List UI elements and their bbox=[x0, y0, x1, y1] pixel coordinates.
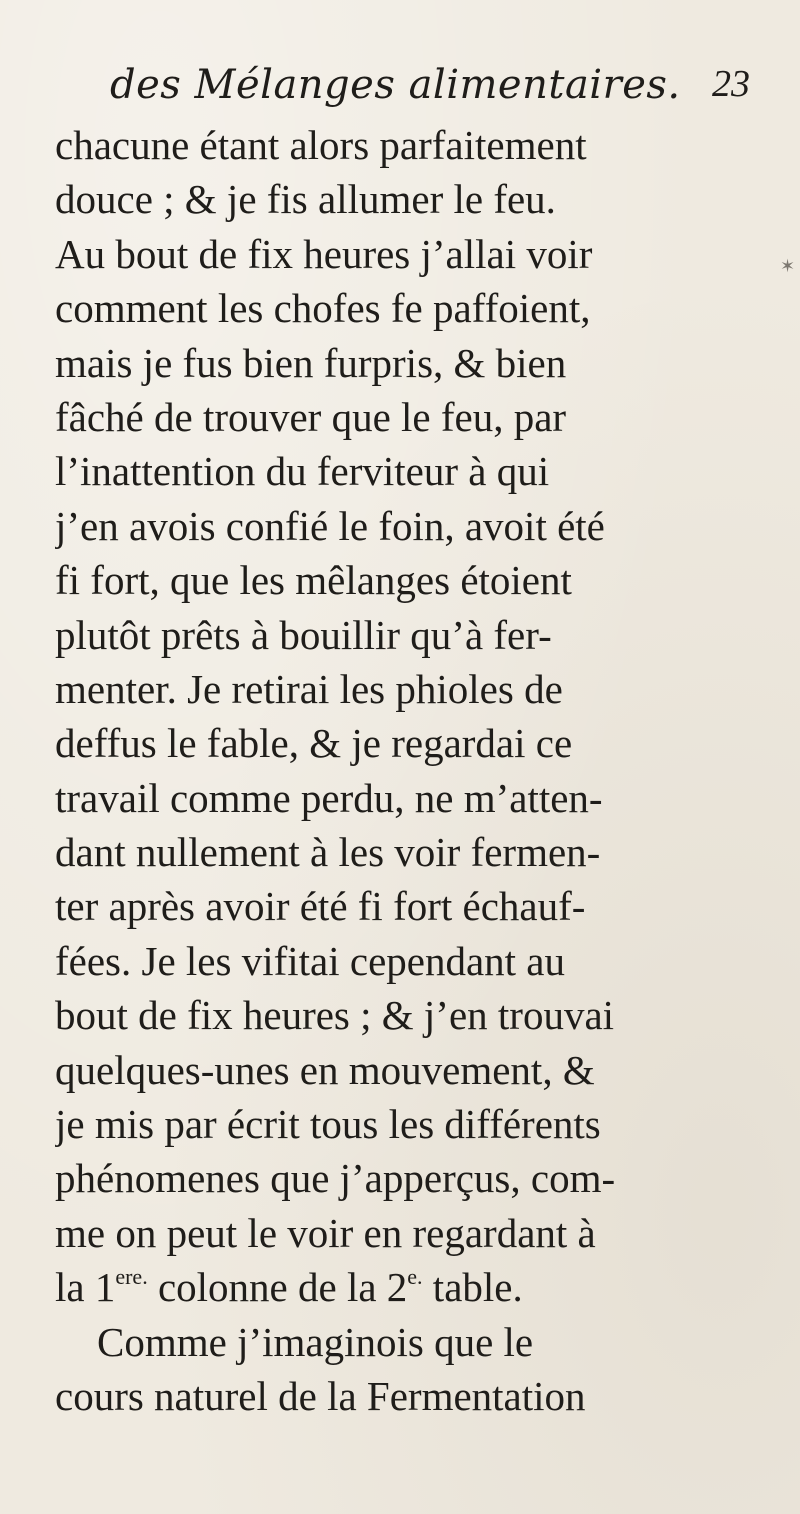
ordinal-superscript: e. bbox=[407, 1264, 423, 1290]
table-reference-prefix: la 1 bbox=[55, 1264, 116, 1311]
text-line: j’en avois confié le foin, avoit été bbox=[55, 502, 605, 549]
text-line: bout de fix heures ; & j’en trouvai bbox=[55, 992, 615, 1039]
ordinal-superscript: ere. bbox=[115, 1264, 148, 1290]
text-line: me on peut le voir en regardant à bbox=[55, 1209, 596, 1256]
text-line: douce ; & je fis allumer le feu. bbox=[55, 176, 556, 223]
stray-ink-mark-icon: ✶ bbox=[780, 256, 796, 277]
text-line: phénomenes que j’apperçus, com- bbox=[55, 1155, 616, 1202]
page-number: 23 bbox=[712, 63, 750, 105]
text-line: menter. Je retirai les phioles de bbox=[55, 665, 563, 712]
text-line: comment les chofes fe paffoient, bbox=[55, 285, 591, 332]
table-reference-line bbox=[55, 1260, 755, 1314]
text-line: l’inattention du ferviteur à qui bbox=[55, 448, 550, 495]
body-text bbox=[55, 118, 755, 1423]
page-header bbox=[110, 62, 750, 122]
text-line: je mis par écrit tous les différents bbox=[55, 1101, 601, 1148]
text-line: fées. Je les vifitai cependant au bbox=[55, 937, 565, 984]
text-line: chacune étant alors parfaitement bbox=[55, 122, 587, 168]
running-title: des Mélanges alimentaires. bbox=[110, 62, 681, 108]
text-line: mais je fus bien furpris, & bien bbox=[55, 339, 567, 386]
text-line: quelques-unes en mouvement, & bbox=[55, 1046, 595, 1093]
text-line: dant nullement à les voir fermen- bbox=[55, 829, 601, 876]
text-line: fi fort, que les mêlanges étoient bbox=[55, 557, 572, 604]
text-line: fâché de trouver que le feu, par bbox=[55, 393, 567, 440]
table-reference-suffix: table. bbox=[422, 1264, 523, 1311]
table-reference-middle: colonne de la 2 bbox=[147, 1264, 408, 1311]
paragraph-start-line: Comme j’imaginois que le bbox=[97, 1318, 534, 1365]
text-line: ter après avoir été fi fort échauf- bbox=[55, 883, 586, 930]
text-line: travail comme perdu, ne m’atten- bbox=[55, 774, 603, 821]
text-line: cours naturel de la Fermentation bbox=[55, 1372, 586, 1419]
text-line: Au bout de fix heures j’allai voir bbox=[55, 230, 593, 277]
text-line: plutôt prêts à bouillir qu’à fer- bbox=[55, 611, 552, 658]
text-line: deffus le fable, & je regardai ce bbox=[55, 720, 573, 767]
